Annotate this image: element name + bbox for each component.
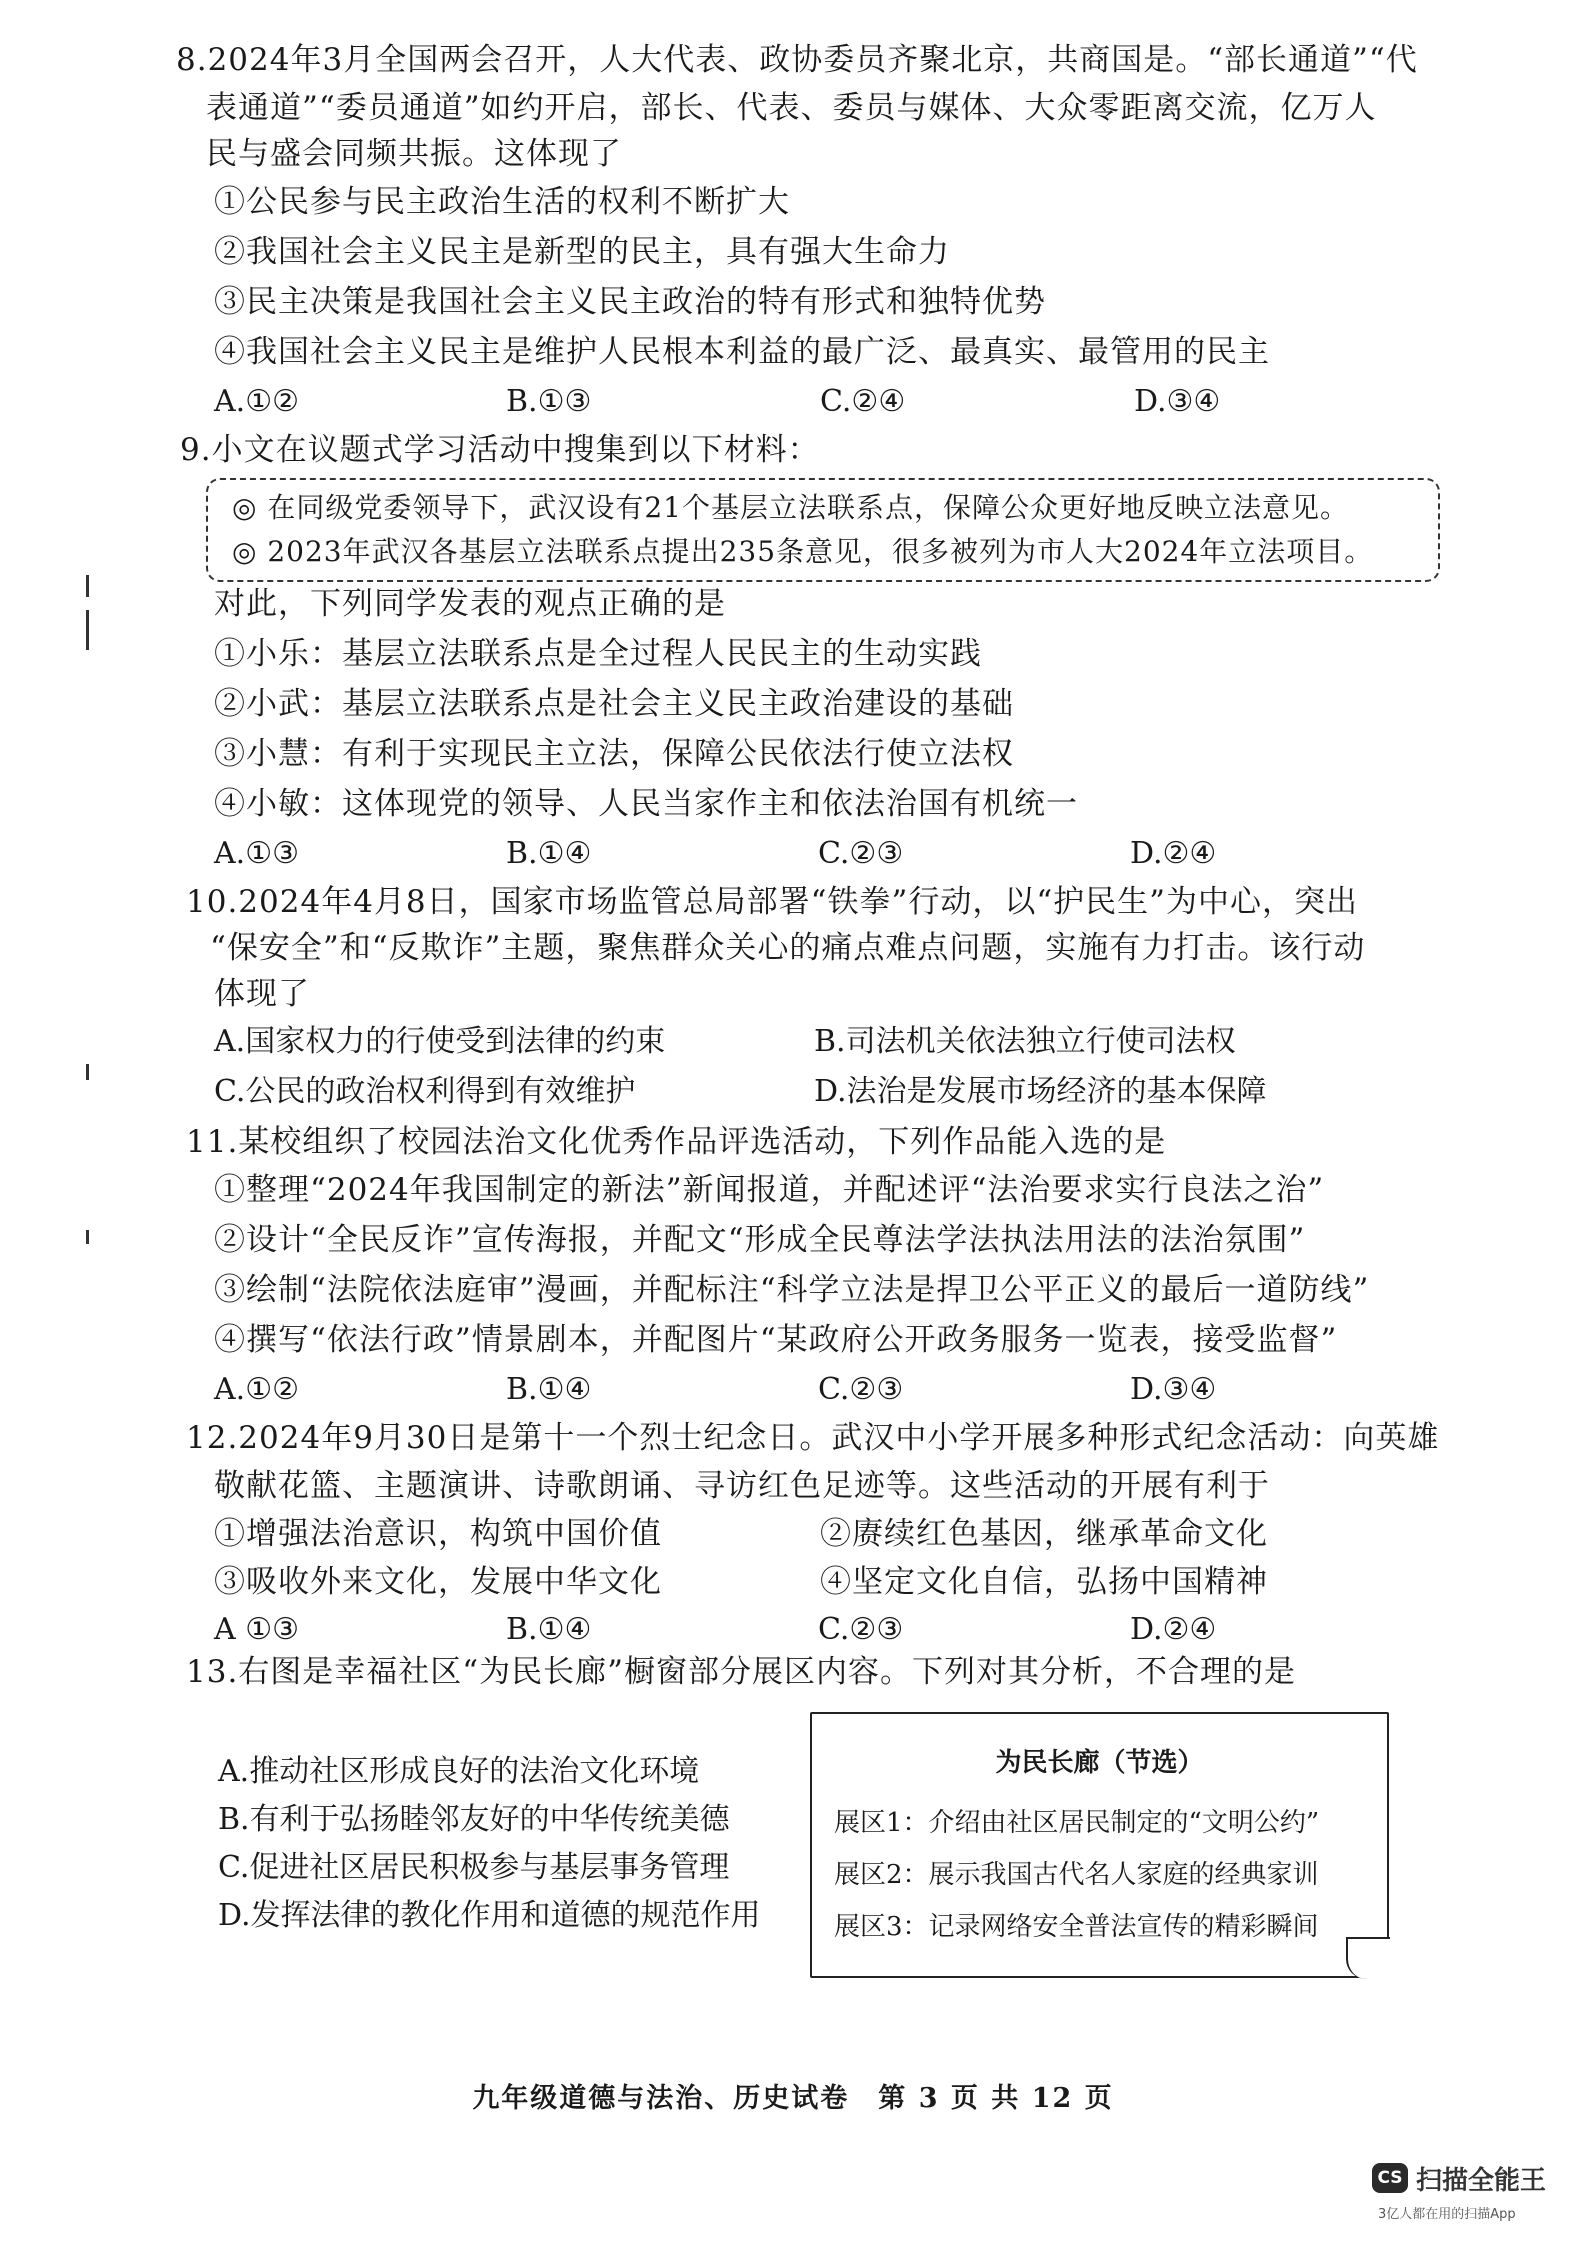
q13-stem: 13.右图是幸福社区“为民长廊”橱窗部分展区内容。下列对其分析，不合理的是	[186, 1654, 1296, 1690]
q12-option-d: D.②④	[1130, 1612, 1217, 1647]
q11-item: ②设计“全民反诈”宣传海报，并配文“形成全民尊法学法执法用法的法治氛围”	[214, 1222, 1306, 1258]
margin-mark	[86, 1230, 89, 1244]
q9-option-c: C.②③	[818, 836, 904, 871]
q12-item: ③吸收外来文化，发展中华文化	[214, 1564, 662, 1600]
q8-stem-line: 表通道”“委员通道”如约开启，部长、代表、委员与媒体、大众零距离交流，亿万人	[206, 90, 1377, 126]
q10-option-a: A.国家权力的行使受到法律的约束	[214, 1024, 666, 1059]
q9-stem: 9.小文在议题式学习活动中搜集到以下材料：	[180, 432, 820, 468]
q12-stem-line: 12.2024年9月30日是第十一个烈士纪念日。武汉中小学开展多种形式纪念活动：向英雄	[186, 1420, 1440, 1456]
q13-display-board	[810, 1712, 1389, 1978]
q13-option-b: B.有利于弘扬睦邻友好的中华传统美德	[218, 1802, 730, 1837]
q9-option-d: D.②④	[1130, 836, 1217, 871]
cs-logo-icon: CS	[1372, 2163, 1408, 2193]
q8-item: ①公民参与民主政治生活的权利不断扩大	[214, 184, 790, 220]
margin-mark	[86, 610, 89, 650]
margin-mark	[86, 1064, 89, 1080]
q12-item: ④坚定文化自信，弘扬中国精神	[820, 1564, 1268, 1600]
scanner-watermark	[1372, 2155, 1552, 2235]
q11-item: ①整理“2024年我国制定的新法”新闻报道，并配述评“法治要求实行良法之治”	[214, 1172, 1325, 1208]
q12-option-a: A ①③	[214, 1612, 299, 1647]
q9-question: 对此，下列同学发表的观点正确的是	[214, 586, 726, 622]
q8-stem-line: 8.2024年3月全国两会召开，人大代表、政协委员齐聚北京，共商国是。“部长通道”“代	[176, 42, 1418, 78]
q9-material-line: ◎ 2023年武汉各基层立法联系点提出235条意见，很多被列为市人大2024年立法项目。	[232, 535, 1374, 568]
q8-item: ④我国社会主义民主是维护人民根本利益的最广泛、最真实、最管用的民主	[214, 334, 1270, 370]
q8-option-a: A.①②	[214, 384, 299, 419]
display-board-row: 展区3：记录网络安全普法宣传的精彩瞬间	[834, 1912, 1319, 1942]
q11-item: ③绘制“法院依法庭审”漫画，并配标注“科学立法是捍卫公平正义的最后一道防线”	[214, 1272, 1370, 1308]
q12-item: ①增强法治意识，构筑中国价值	[214, 1516, 662, 1552]
q8-option-b: B.①③	[506, 384, 592, 419]
q10-option-b: B.司法机关依法独立行使司法权	[814, 1024, 1236, 1059]
q13-option-d: D.发挥法律的教化作用和道德的规范作用	[218, 1898, 761, 1933]
q9-material-box	[206, 478, 1440, 582]
q13-option-c: C.促进社区居民积极参与基层事务管理	[218, 1850, 730, 1885]
q10-stem-line: “保安全”和“反欺诈”主题，聚焦群众关心的痛点难点问题，实施有力打击。该行动	[210, 930, 1366, 966]
q11-option-c: C.②③	[818, 1372, 904, 1407]
q12-option-c: C.②③	[818, 1612, 904, 1647]
q8-option-c: C.②④	[820, 384, 906, 419]
display-board-row: 展区1：介绍由社区居民制定的“文明公约”	[834, 1808, 1320, 1838]
watermark-subtitle: 3亿人都在用的扫描App	[1378, 2207, 1516, 2222]
q9-item: ④小敏：这体现党的领导、人民当家作主和依法治国有机统一	[214, 786, 1078, 822]
q11-stem: 11.某校组织了校园法治文化优秀作品评选活动，下列作品能入选的是	[186, 1124, 1167, 1160]
q12-item: ②赓续红色基因，继承革命文化	[820, 1516, 1268, 1552]
q10-option-d: D.法治是发展市场经济的基本保障	[814, 1074, 1267, 1109]
q9-item: ①小乐：基层立法联系点是全过程人民民主的生动实践	[214, 636, 982, 672]
q11-option-a: A.①②	[214, 1372, 299, 1407]
q11-item: ④撰写“依法行政”情景剧本，并配图片“某政府公开政务服务一览表，接受监督”	[214, 1322, 1338, 1358]
q13-option-a: A.推动社区形成良好的法治文化环境	[218, 1754, 700, 1789]
q9-item: ③小慧：有利于实现民主立法，保障公民依法行使立法权	[214, 736, 1014, 772]
q8-option-d: D.③④	[1134, 384, 1221, 419]
q10-stem-line: 体现了	[214, 976, 310, 1012]
q12-stem-line: 敬献花篮、主题演讲、诗歌朗诵、寻访红色足迹等。这些活动的开展有利于	[214, 1468, 1270, 1504]
q9-material-line: ◎ 在同级党委领导下，武汉设有21个基层立法联系点，保障公众更好地反映立法意见。	[232, 491, 1349, 524]
q10-option-c: C.公民的政治权利得到有效维护	[214, 1074, 636, 1109]
q8-item: ③民主决策是我国社会主义民主政治的特有形式和独特优势	[214, 284, 1046, 320]
q11-option-d: D.③④	[1130, 1372, 1217, 1407]
q8-item: ②我国社会主义民主是新型的民主，具有强大生命力	[214, 234, 950, 270]
display-board-row: 展区2：展示我国古代名人家庭的经典家训	[834, 1860, 1319, 1890]
q8-stem-line: 民与盛会同频共振。这体现了	[206, 136, 622, 172]
margin-mark	[86, 575, 89, 597]
q10-stem-line: 10.2024年4月8日，国家市场监管总局部署“铁拳”行动，以“护民生”为中心，突出	[186, 884, 1359, 920]
watermark-name: 扫描全能王	[1416, 2166, 1547, 2196]
q9-option-a: A.①③	[214, 836, 299, 871]
q9-item: ②小武：基层立法联系点是社会主义民主政治建设的基础	[214, 686, 1014, 722]
page-curl-corner	[1346, 1937, 1390, 1979]
page-footer: 九年级道德与法治、历史试卷 第 3 页 共 12 页	[472, 2083, 1114, 2114]
display-board-title: 为民长廊（节选）	[995, 1748, 1204, 1778]
q12-option-b: B.①④	[506, 1612, 592, 1647]
q11-option-b: B.①④	[506, 1372, 592, 1407]
q9-option-b: B.①④	[506, 836, 592, 871]
